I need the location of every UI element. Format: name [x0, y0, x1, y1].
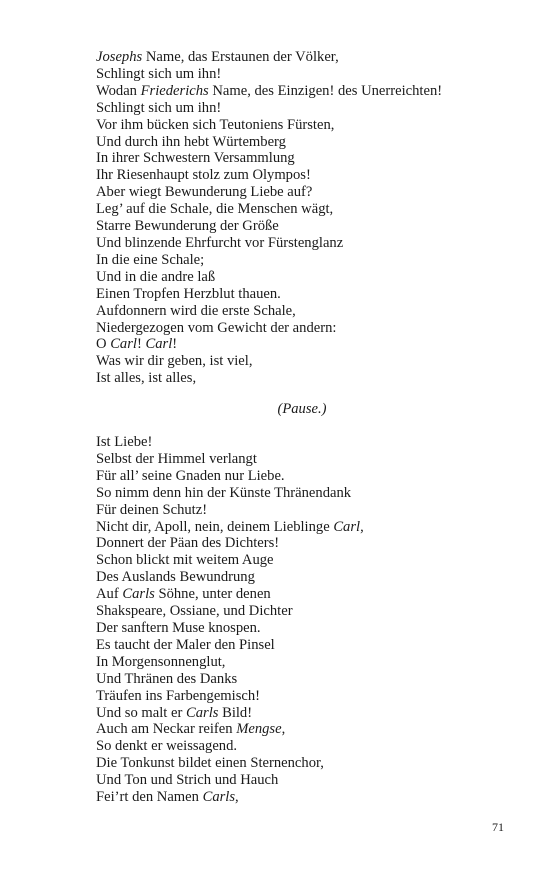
- poem-line: [96, 738, 496, 755]
- line-text: Und durch ihn hebt Würtemberg: [96, 133, 286, 150]
- poem-line: [96, 150, 496, 167]
- line-text: Und Ton und Strich und Hauch: [96, 772, 279, 789]
- line-text: O: [96, 336, 111, 353]
- poem-line: [96, 502, 496, 519]
- line-text: Des Auslands Bewundrung: [96, 569, 255, 586]
- poem-line: [96, 755, 496, 772]
- line-text: !: [136, 336, 146, 353]
- poem-line: [96, 66, 496, 83]
- line-text: Ist Liebe!: [96, 434, 153, 450]
- poem-line: [96, 303, 496, 320]
- line-text: Vor ihm bücken sich Teutoniens Fürsten,: [96, 116, 335, 133]
- line-text: Und Thränen des Danks: [96, 670, 238, 687]
- italic-text: Carls: [122, 586, 155, 603]
- line-text: Ihr Riesenhaupt stolz zum Olympos!: [96, 167, 311, 184]
- line-text: Es taucht der Maler den Pinsel: [96, 636, 275, 653]
- poem-line: [96, 772, 496, 789]
- line-text: Der sanftern Muse knospen.: [96, 619, 261, 636]
- line-text: Nicht dir, Apoll, nein, deinem Lieblinge: [96, 518, 334, 535]
- line-text: In ihrer Schwestern Versammlung: [96, 150, 295, 167]
- poem-line: [96, 569, 496, 586]
- poem-line: [96, 134, 496, 151]
- line-text: Auch am Neckar reifen: [96, 721, 237, 738]
- page-number: 71: [492, 820, 504, 834]
- italic-text: Carls: [202, 789, 236, 806]
- line-text: Shakspeare, Ossiane, und Dichter: [96, 603, 293, 620]
- poem-line: [96, 252, 496, 269]
- line-text: Schlingt sich um ihn!: [96, 65, 222, 82]
- poem-line: [96, 286, 496, 303]
- line-text: ,: [235, 789, 239, 806]
- line-text: Wodan: [96, 82, 141, 99]
- poem-line: [96, 83, 496, 100]
- italic-text: Carl: [333, 518, 361, 535]
- line-text: Einen Tropfen Herzblut thauen.: [96, 285, 281, 302]
- poem-stanza-2: [96, 434, 496, 806]
- italic-text: Carl: [145, 336, 173, 353]
- line-text: Aber wiegt Bewunderung Liebe auf?: [96, 184, 313, 201]
- line-text: Name, des Einzigen! des Unerreichten!: [208, 82, 443, 99]
- poem-line: [96, 353, 496, 370]
- line-text: ,: [281, 721, 286, 738]
- poem-line: [96, 552, 496, 569]
- line-text: Träufen ins Farbengemisch!: [96, 687, 261, 704]
- line-text: Name, das Erstaunen der Völker,: [142, 49, 339, 65]
- poem-line: [96, 336, 496, 353]
- line-text: Donnert der Päan des Dichters!: [96, 535, 280, 552]
- italic-text: Mengse: [236, 721, 282, 738]
- poem-stanza-1: [96, 49, 496, 387]
- poem-line: [96, 688, 496, 705]
- poem-line: [96, 654, 496, 671]
- line-text: Leg’ auf die Schale, die Menschen wägt,: [96, 201, 334, 218]
- poem-line: [96, 167, 496, 184]
- line-text: Söhne, unter denen: [154, 586, 271, 603]
- italic-text: Josephs: [96, 49, 143, 65]
- poem-line: [96, 637, 496, 654]
- line-text: So denkt er weissagend.: [96, 738, 238, 755]
- poem-line: [96, 235, 496, 252]
- line-text: In Morgensonnenglut,: [96, 653, 226, 670]
- poem-line: [96, 434, 496, 451]
- poem-line: [96, 100, 496, 117]
- line-text: !: [172, 336, 178, 353]
- line-text: ,: [360, 518, 364, 535]
- line-text: Auf: [96, 586, 123, 603]
- line-text: Und blinzende Ehrfurcht vor Fürstenglanz: [96, 234, 344, 251]
- line-text: Ist alles, ist alles,: [96, 370, 197, 387]
- poem-line: [96, 789, 496, 806]
- line-text: Und in die andre laß: [96, 268, 216, 285]
- italic-text: Carl: [110, 336, 137, 353]
- poem-line: [96, 451, 496, 468]
- poem-line: [96, 705, 496, 722]
- poem-line: [96, 184, 496, 201]
- line-text: Schon blickt mit weitem Auge: [96, 552, 274, 569]
- italic-text: Carls: [185, 704, 219, 721]
- poem-line: [96, 320, 496, 337]
- poem-line: [96, 201, 496, 218]
- line-text: Was wir dir geben, ist viel,: [96, 353, 253, 370]
- poem-line: [96, 117, 496, 134]
- line-text: Bild!: [218, 704, 253, 721]
- poem-line: [96, 468, 496, 485]
- poem-line: [96, 370, 496, 387]
- line-text: Aufdonnern wird die erste Schale,: [96, 302, 296, 319]
- poem-line: [96, 721, 496, 738]
- poem-line: [96, 620, 496, 637]
- poem-line: [96, 218, 496, 235]
- line-text: Für deinen Schutz!: [96, 501, 208, 518]
- line-text: Fei’rt den Namen: [96, 789, 203, 806]
- poem-line: [96, 519, 496, 536]
- line-text: Niedergezogen vom Gewicht der andern:: [96, 319, 337, 336]
- line-text: So nimm denn hin der Künste Thränendank: [96, 484, 352, 501]
- line-text: In die eine Schale;: [96, 251, 205, 268]
- line-text: Schlingt sich um ihn!: [96, 99, 222, 116]
- poem-line: [96, 269, 496, 286]
- line-text: Starre Bewunderung der Größe: [96, 218, 279, 235]
- poem-line: [96, 535, 496, 552]
- stage-direction: (Pause.): [277, 401, 327, 417]
- poem-line: [96, 49, 496, 66]
- line-text: Für all’ seine Gnaden nur Liebe.: [96, 467, 285, 484]
- poem-line: [96, 485, 496, 502]
- line-text: Und so malt er: [96, 704, 186, 721]
- poem-line: [96, 671, 496, 688]
- poem-line: [96, 603, 496, 620]
- line-text: Die Tonkunst bildet einen Sternenchor,: [96, 755, 324, 772]
- italic-text: Friederichs: [140, 82, 209, 99]
- poem-line: [96, 586, 496, 603]
- line-text: Selbst der Himmel verlangt: [96, 450, 257, 467]
